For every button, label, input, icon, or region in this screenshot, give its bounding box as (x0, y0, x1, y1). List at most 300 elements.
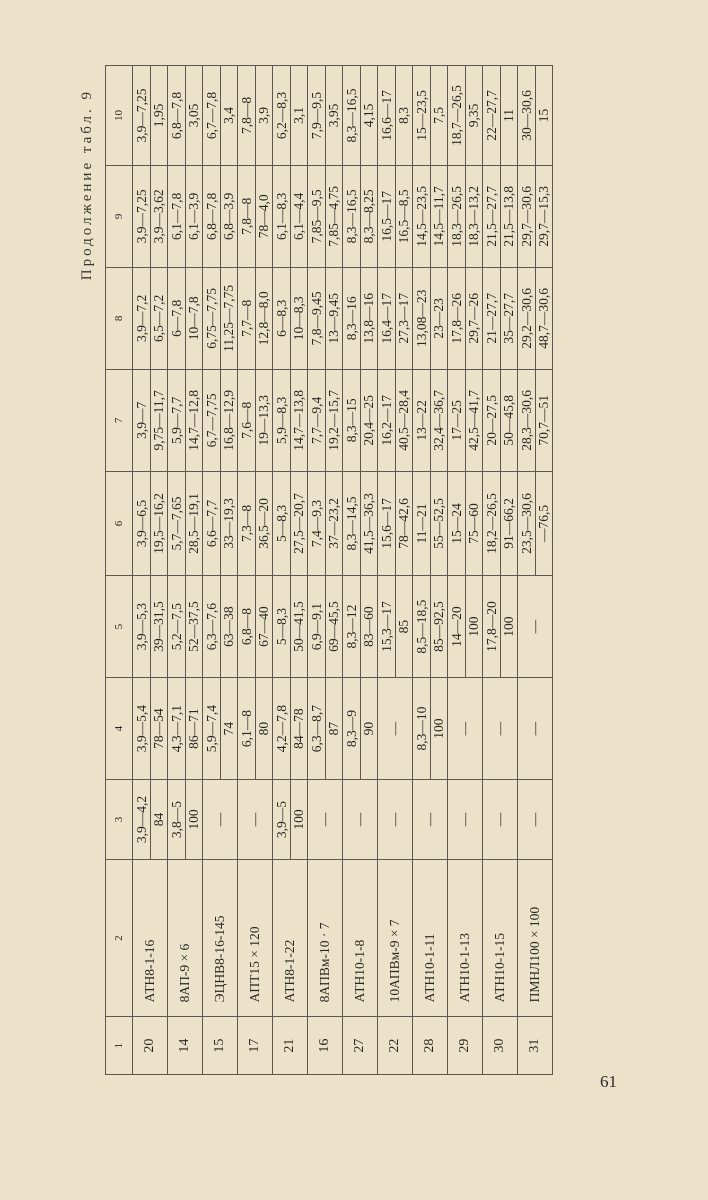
value-stack (483, 472, 517, 575)
value-range: 6,2—8,3 (273, 91, 289, 140)
value-stack (378, 268, 412, 369)
value-stack (413, 678, 447, 779)
value-secondary: 50—41,5 (290, 576, 307, 677)
value-secondary: 23—23 (430, 268, 447, 369)
value-range: 8,3—10 (413, 706, 429, 751)
value-stack (483, 678, 517, 779)
value-range: 7,8—8 (238, 96, 254, 134)
header-cell: 7 (106, 369, 133, 471)
value-range: 6,7—7,75 (203, 393, 219, 448)
pump-model-cell: АТН10-1-15 (483, 859, 518, 1016)
pump-model-cell: АТН10-1-11 (413, 859, 448, 1016)
header-cell: 5 (106, 576, 133, 678)
value-stack (133, 576, 167, 677)
value-secondary: 100 (500, 576, 517, 677)
value-cell (343, 66, 378, 166)
value-cell (413, 576, 448, 678)
row-number-cell: 20 (133, 1017, 168, 1075)
value-secondary: 14,7—12,8 (185, 370, 202, 471)
table-row (518, 66, 553, 1075)
value-secondary: 32,4—36,7 (430, 370, 447, 471)
header-cell: 3 (106, 780, 133, 860)
value-cell (413, 66, 448, 166)
value-cell (343, 369, 378, 471)
value-cell (238, 267, 273, 369)
value-cell (203, 678, 238, 780)
value-range: 3,9—7,25 (133, 88, 149, 143)
value-range: 6,75—7,75 (203, 287, 219, 349)
value-secondary: 12,8—8,0 (255, 268, 272, 369)
value-stack (238, 166, 272, 267)
table-row (343, 66, 378, 1075)
value-secondary: 4,15 (360, 66, 377, 165)
value-range: — (352, 812, 367, 827)
value-cell (203, 66, 238, 166)
value-cell (483, 576, 518, 678)
value-cell (378, 780, 413, 860)
value-stack (203, 576, 237, 677)
value-range: 6,6—7,7 (203, 499, 219, 548)
value-stack (343, 268, 377, 369)
value-secondary: 3,9 (255, 66, 272, 165)
value-cell (203, 576, 238, 678)
value-range: 6,7—7,8 (203, 91, 219, 140)
row-number-cell: 17 (238, 1017, 273, 1075)
value-secondary: 78—54 (150, 678, 167, 779)
value-stack (203, 780, 237, 859)
value-stack (413, 166, 447, 267)
value-stack (168, 370, 202, 471)
value-secondary: 29,7—26 (465, 268, 482, 369)
value-stack (518, 472, 552, 575)
value-range: 23,5—30,6 (518, 493, 534, 554)
value-cell (448, 165, 483, 267)
table-body (133, 66, 553, 1075)
value-secondary: 55—52,5 (430, 472, 447, 575)
row-number-cell: 30 (483, 1017, 518, 1075)
value-cell (308, 267, 343, 369)
value-range: 6,3—7,6 (203, 602, 219, 651)
value-range: 18,7—26,5 (448, 85, 464, 146)
value-range: — (527, 812, 542, 827)
value-secondary: 100 (185, 780, 202, 859)
header-cell: 8 (106, 267, 133, 369)
value-secondary: 83—60 (360, 576, 377, 677)
value-range: 5,9—7,7 (168, 396, 184, 444)
value-range: 16,4—17 (378, 293, 394, 344)
value-stack (273, 678, 307, 779)
value-stack (238, 780, 272, 859)
value-secondary: 28,5—19,1 (185, 472, 202, 575)
value-range: — (492, 721, 507, 736)
value-stack (273, 370, 307, 471)
value-stack (238, 268, 272, 369)
row-number-cell: 14 (168, 1017, 203, 1075)
value-secondary: 8,3—8,25 (360, 166, 377, 267)
value-range: 6,1—7,8 (168, 192, 184, 240)
value-stack (273, 66, 307, 165)
value-secondary: 41,5—36,3 (360, 472, 377, 575)
value-range: 14—20 (448, 606, 464, 647)
value-cell (273, 66, 308, 166)
value-range: 6—8,3 (273, 299, 289, 337)
value-stack (133, 268, 167, 369)
value-stack (238, 370, 272, 471)
value-cell (168, 165, 203, 267)
value-secondary: 40,5—28,4 (395, 370, 412, 471)
value-cell (168, 576, 203, 678)
value-stack (203, 66, 237, 165)
value-range: 11—21 (413, 503, 429, 544)
value-range: 7,6—8 (238, 401, 254, 439)
value-stack (133, 472, 167, 575)
value-stack (168, 576, 202, 677)
value-range: 3,9—5,3 (133, 602, 149, 651)
value-secondary: 7,5 (430, 66, 447, 165)
value-cell (308, 369, 343, 471)
header-cell: 1 (106, 1017, 133, 1075)
value-range: 7,7—8 (238, 299, 254, 337)
value-secondary: 19,2—15,7 (325, 370, 342, 471)
value-cell (168, 471, 203, 575)
value-secondary: 85 (395, 576, 412, 677)
value-cell (168, 267, 203, 369)
value-secondary: 3,1 (290, 66, 307, 165)
value-cell (168, 678, 203, 780)
value-stack (448, 268, 482, 369)
value-cell (273, 165, 308, 267)
value-range: 21—27,7 (483, 293, 499, 344)
value-range: 5,7—7,65 (168, 496, 184, 551)
value-range: — (387, 812, 402, 827)
pump-model-cell: АТН8-1-16 (133, 859, 168, 1016)
value-secondary: 19,5—16,2 (150, 472, 167, 575)
value-cell (238, 780, 273, 860)
value-range: 6,9—9,1 (308, 602, 324, 651)
pump-model-cell: АТН10-1-13 (448, 859, 483, 1016)
header-cell: 6 (106, 471, 133, 575)
value-cell (203, 780, 238, 860)
value-cell (168, 369, 203, 471)
value-range: — (317, 812, 332, 827)
value-stack (273, 166, 307, 267)
value-range: 5,2—7,5 (168, 602, 184, 651)
value-secondary: 11,25—7,75 (220, 268, 237, 369)
value-secondary: 11 (500, 66, 517, 165)
value-stack (448, 780, 482, 859)
value-cell (378, 66, 413, 166)
value-stack (343, 66, 377, 165)
value-cell (133, 369, 168, 471)
value-range: 3,9—4,2 (133, 795, 149, 844)
value-secondary: 100 (290, 780, 307, 859)
value-range: 28,3—30,6 (518, 389, 534, 451)
value-cell (133, 576, 168, 678)
value-stack (203, 166, 237, 267)
value-secondary: 42,5—41,7 (465, 370, 482, 471)
value-stack (518, 370, 552, 471)
value-secondary: 3,95 (325, 66, 342, 165)
value-secondary: 27,5—20,7 (290, 472, 307, 575)
value-cell (203, 165, 238, 267)
value-stack (238, 66, 272, 165)
value-stack (133, 370, 167, 471)
value-range: 6,3—8,7 (308, 704, 324, 753)
value-stack (518, 268, 552, 369)
value-cell (308, 678, 343, 780)
value-secondary: 78—42,6 (395, 472, 412, 575)
value-secondary: 52—37,5 (185, 576, 202, 677)
value-secondary: 50—45,8 (500, 370, 517, 471)
value-stack (413, 780, 447, 859)
value-cell (238, 576, 273, 678)
value-secondary: 91—66,2 (500, 472, 517, 575)
value-secondary: 6,1—4,4 (290, 166, 307, 267)
value-secondary: 48,7—30,6 (535, 268, 552, 369)
value-secondary: 21,5—13,8 (500, 166, 517, 267)
value-range: — (457, 812, 472, 827)
value-cell (273, 576, 308, 678)
value-stack (378, 576, 412, 677)
row-number-cell: 21 (273, 1017, 308, 1075)
value-stack (448, 66, 482, 165)
row-number-cell: 27 (343, 1017, 378, 1075)
value-secondary: —76,5 (535, 472, 552, 575)
value-cell (413, 267, 448, 369)
value-range: 8,3—15 (343, 398, 359, 443)
value-secondary: 87 (325, 678, 342, 779)
value-stack (448, 472, 482, 575)
header-cell: 9 (106, 165, 133, 267)
pump-model-cell: ЭЦНВ8-16-145 (203, 859, 238, 1016)
table-row (238, 66, 273, 1075)
value-cell (413, 780, 448, 860)
pump-model-cell: АПТ15 × 120 (238, 859, 273, 1016)
value-secondary: 90 (360, 678, 377, 779)
value-cell (518, 165, 553, 267)
value-stack (378, 166, 412, 267)
value-range: 15,3—17 (378, 601, 394, 652)
value-range: 8,3—14,5 (343, 496, 359, 551)
value-secondary: 6,1—3,9 (185, 166, 202, 267)
value-cell (203, 471, 238, 575)
value-secondary: 70,7—51 (535, 370, 552, 471)
value-stack (483, 166, 517, 267)
value-cell (378, 267, 413, 369)
value-stack (168, 66, 202, 165)
value-secondary: 6,5—7,2 (150, 268, 167, 369)
value-stack (343, 576, 377, 677)
value-cell (273, 369, 308, 471)
value-secondary: 85—92,5 (430, 576, 447, 677)
value-stack (378, 66, 412, 165)
row-number-cell: 31 (518, 1017, 553, 1075)
value-stack (308, 780, 342, 859)
table-row (133, 66, 168, 1075)
value-range: — (422, 812, 437, 827)
value-range: — (527, 619, 542, 634)
value-secondary: 36,5—20 (255, 472, 272, 575)
value-cell (203, 369, 238, 471)
value-stack (168, 472, 202, 575)
header-row (106, 66, 133, 1075)
header-cell: 4 (106, 678, 133, 780)
value-range: 6,1—8,3 (273, 192, 289, 240)
value-cell (308, 471, 343, 575)
value-stack (448, 678, 482, 779)
value-range: 21,5—27,7 (483, 185, 499, 247)
value-stack (308, 472, 342, 575)
page-number: 61 (600, 1072, 617, 1091)
data-table (105, 65, 553, 1075)
value-range: 8,5—18,5 (413, 599, 429, 654)
value-secondary: 10—7,8 (185, 268, 202, 369)
value-stack (308, 370, 342, 471)
value-cell (518, 369, 553, 471)
value-stack (343, 166, 377, 267)
value-secondary: 3,05 (185, 66, 202, 165)
value-stack (308, 678, 342, 779)
value-range: 16,6—17 (378, 90, 394, 141)
value-secondary: 27,3—17 (395, 268, 412, 369)
value-cell (483, 165, 518, 267)
value-stack (238, 472, 272, 575)
value-range: 7,7—9,4 (308, 396, 324, 444)
value-stack (168, 268, 202, 369)
value-stack (483, 268, 517, 369)
value-cell (133, 678, 168, 780)
value-stack (273, 268, 307, 369)
value-stack (273, 576, 307, 677)
value-range: 3,9—5,4 (133, 704, 149, 753)
value-range: 3,9—5 (273, 800, 289, 839)
value-range: 7,9—9,5 (308, 91, 324, 140)
value-range: 8,3—9 (343, 710, 359, 748)
value-cell (378, 369, 413, 471)
value-range: 7,4—9,3 (308, 499, 324, 548)
value-stack (483, 780, 517, 859)
value-range: 3,9—7,25 (133, 189, 149, 244)
value-cell (308, 165, 343, 267)
value-cell (448, 66, 483, 166)
value-cell (133, 66, 168, 166)
value-secondary: 13—9,45 (325, 268, 342, 369)
value-stack (273, 780, 307, 859)
value-secondary: 9,75—11,7 (150, 370, 167, 471)
row-number-cell: 28 (413, 1017, 448, 1075)
value-stack (413, 472, 447, 575)
value-range: 4,2—7,8 (273, 704, 289, 753)
value-secondary: 13,8—16 (360, 268, 377, 369)
value-stack (378, 780, 412, 859)
value-cell (308, 780, 343, 860)
table-row (273, 66, 308, 1075)
value-cell (448, 678, 483, 780)
value-secondary: 20,4—25 (360, 370, 377, 471)
value-stack (133, 66, 167, 165)
value-cell (168, 780, 203, 860)
row-number-cell: 22 (378, 1017, 413, 1075)
value-range: 8,3—12 (343, 604, 359, 649)
value-cell (483, 471, 518, 575)
value-range: 13—22 (413, 400, 429, 441)
table-row (483, 66, 518, 1075)
pump-model-cell: 10АПВм-9 × 7 (378, 859, 413, 1016)
value-cell (518, 471, 553, 575)
value-cell (343, 165, 378, 267)
value-stack (273, 472, 307, 575)
value-secondary: 84—78 (290, 678, 307, 779)
value-secondary: 39—31,5 (150, 576, 167, 677)
value-stack (203, 268, 237, 369)
value-secondary: 69—45,5 (325, 576, 342, 677)
value-range: — (387, 721, 402, 736)
value-secondary: 14,7—13,8 (290, 370, 307, 471)
value-secondary: 3,9—3,62 (150, 166, 167, 267)
value-cell (518, 780, 553, 860)
value-secondary: 86—71 (185, 678, 202, 779)
value-range: 3,9—7,2 (133, 294, 149, 342)
value-stack (203, 678, 237, 779)
value-stack (413, 576, 447, 677)
value-secondary: 37—23,2 (325, 472, 342, 575)
value-range: 6—7,8 (168, 299, 184, 337)
value-range: 3,9—6,5 (133, 499, 149, 548)
value-cell (133, 165, 168, 267)
value-cell (238, 471, 273, 575)
value-range: 13,08—23 (413, 289, 429, 348)
value-range: 8,3—16,5 (343, 88, 359, 143)
value-secondary: 8,3 (395, 66, 412, 165)
value-stack (448, 370, 482, 471)
value-secondary: 16,5—8,5 (395, 166, 412, 267)
value-cell (343, 267, 378, 369)
value-cell (273, 780, 308, 860)
value-range: 6,8—7,8 (168, 91, 184, 140)
value-stack (413, 66, 447, 165)
value-cell (448, 267, 483, 369)
value-range: — (212, 812, 227, 827)
value-secondary: 84 (150, 780, 167, 859)
value-cell (273, 678, 308, 780)
value-secondary: 10—8,3 (290, 268, 307, 369)
value-secondary: 35—27,7 (500, 268, 517, 369)
row-number-cell: 16 (308, 1017, 343, 1075)
value-cell (343, 576, 378, 678)
value-range: 17—25 (448, 400, 464, 441)
table-row (203, 66, 238, 1075)
value-range: 6,1—8 (238, 710, 254, 748)
value-secondary: 16,8—12,9 (220, 370, 237, 471)
value-cell (133, 267, 168, 369)
value-range: 18,3—26,5 (448, 185, 464, 247)
value-range: — (492, 812, 507, 827)
rotated-table-block (75, 65, 551, 1075)
value-cell (518, 66, 553, 166)
value-stack (483, 370, 517, 471)
value-stack (413, 268, 447, 369)
pump-model-cell: 8АПВм-10 · 7 (308, 859, 343, 1016)
value-stack (308, 66, 342, 165)
value-range: 7,85—9,5 (308, 189, 324, 244)
value-cell (133, 471, 168, 575)
value-secondary: 15 (535, 66, 552, 165)
value-cell (378, 576, 413, 678)
value-stack (378, 472, 412, 575)
value-stack (238, 678, 272, 779)
value-secondary: 18,3—13,2 (465, 166, 482, 267)
value-stack (483, 66, 517, 165)
